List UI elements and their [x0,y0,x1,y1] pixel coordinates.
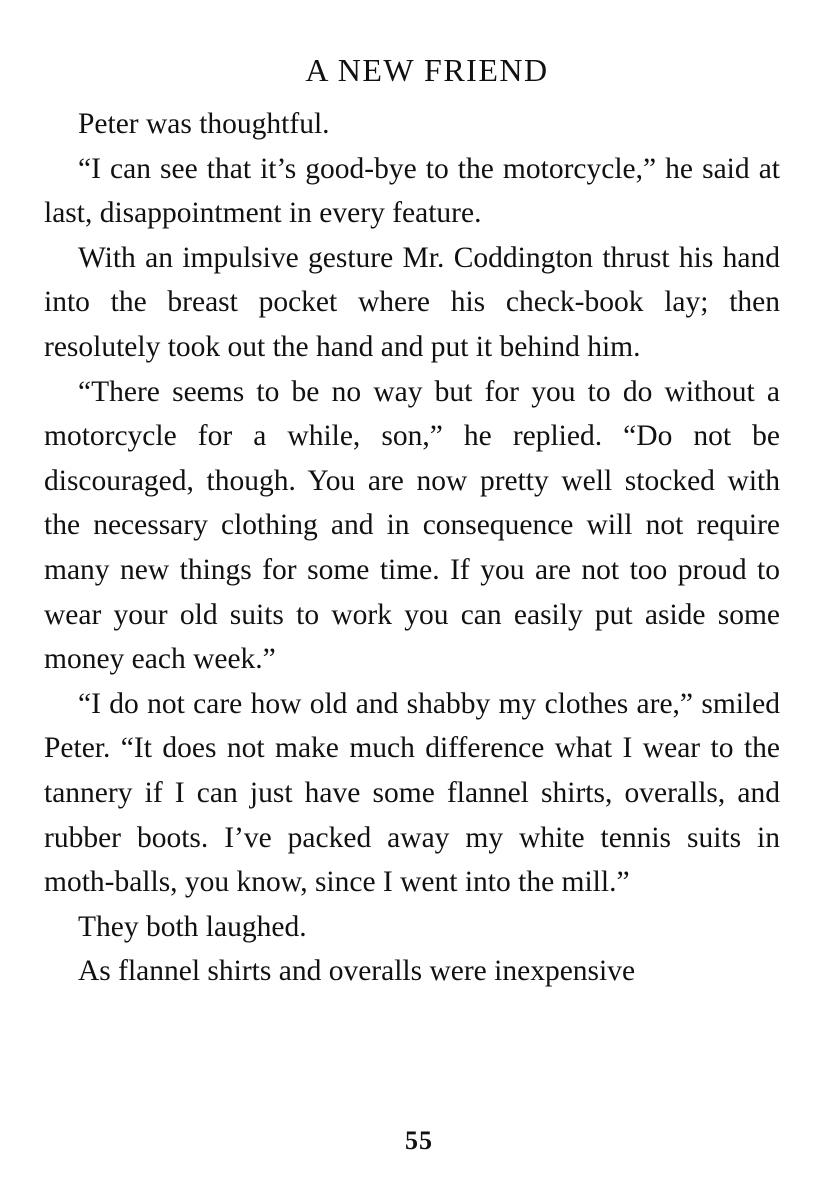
page-number: 55 [405,1126,433,1155]
book-page [44,48,780,994]
paragraph-4: “There seems to be no way but for you to do without a motorcycle for a while, son,” he replied. “Do not be discouraged, though. You are now pretty well stocked with the necessary clothing and in consequence will not require many new things for some time. If you are not too proud to wear your old suits to work you can easily put aside some money each week.” [44,375,780,676]
paragraph-3: With an impulsive gesture Mr. Coddington thrust his hand into the breast pocket where his check-book lay; then resolutely took out the hand and put it behind him. [44,241,780,363]
paragraph-1: Peter was thoughtful. [78,108,330,140]
paragraph-2: “I can see that it’s good-bye to the motorcycle,” he said at last, disappointment in every feature. [44,152,780,230]
paragraph-5: “I do not care how old and shabby my clothes are,” smiled Peter. “It does not make much difference what I wear to the tannery if I can just have some flannel shirts, overalls, and rubber boots. I’ve packed away my white tennis suits in moth-balls, you know, since I went into the mill.” [44,687,780,899]
running-title: A NEW FRIEND [305,52,549,88]
paragraph-7: As flannel shirts and overalls were inexpensive [78,955,636,988]
paragraph-6: They both laughed. [78,910,307,943]
